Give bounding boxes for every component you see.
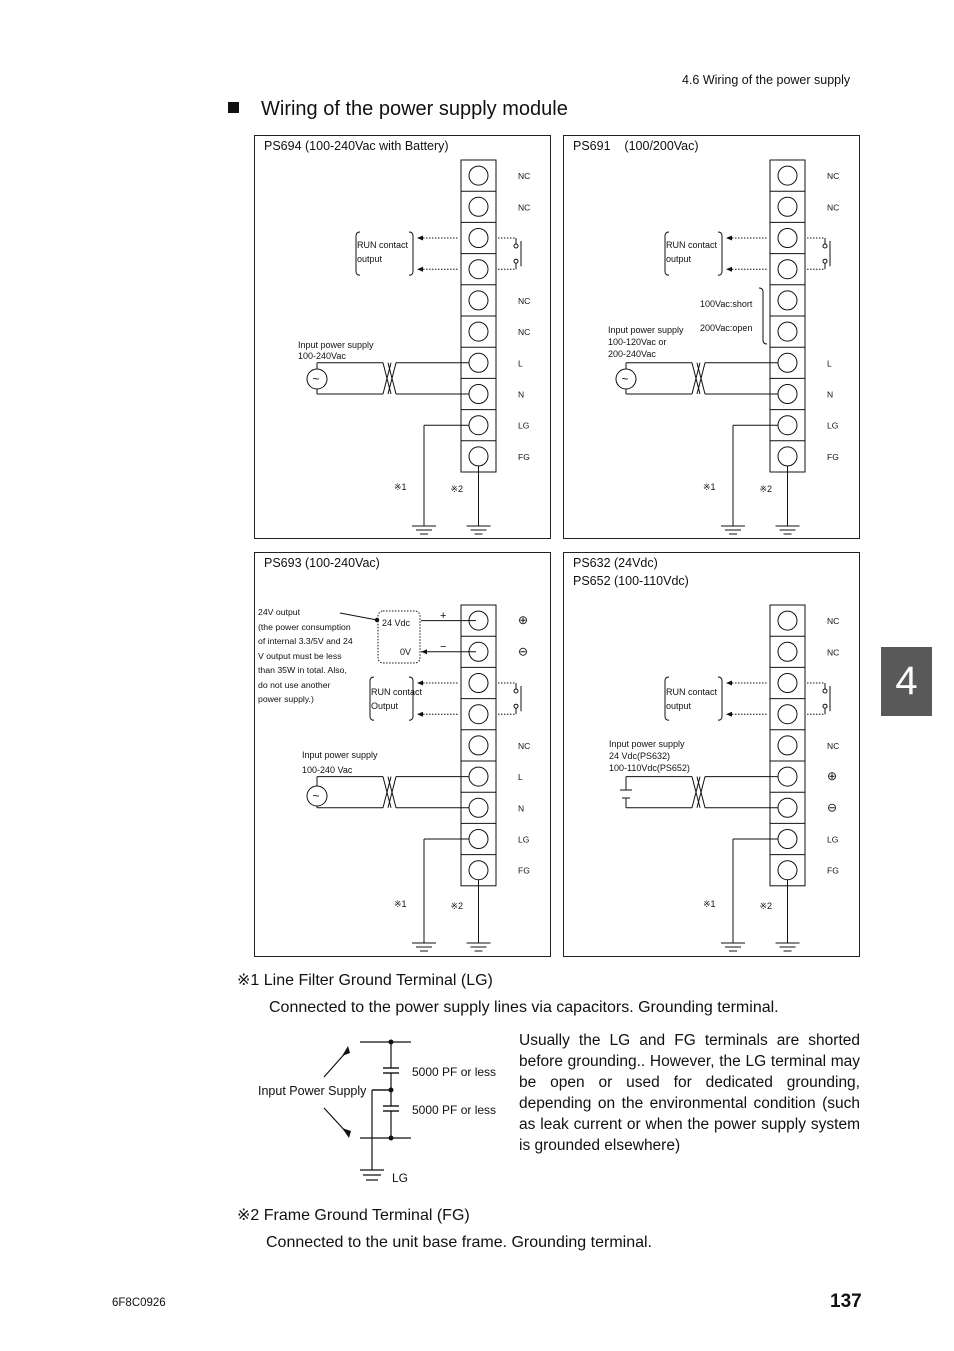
terminal-screw-icon bbox=[778, 830, 797, 849]
terminal-label: FG bbox=[518, 451, 530, 462]
run-contact-label: output bbox=[666, 254, 692, 264]
run-contact-label: output bbox=[357, 254, 383, 264]
run-bracket bbox=[370, 677, 374, 720]
lg-label: LG bbox=[392, 1171, 409, 1185]
panel-title-2: PS652 (100-110Vdc) bbox=[573, 574, 689, 588]
note1-text: Connected to the power supply lines via capacitors. Grounding terminal. bbox=[269, 999, 779, 1016]
running-header: 4.6 Wiring of the power supply bbox=[682, 73, 851, 87]
terminal-label: LG bbox=[518, 420, 530, 431]
polarity-label: − bbox=[440, 641, 447, 653]
terminal-label: LG bbox=[827, 420, 839, 431]
terminal-screw-icon bbox=[778, 736, 797, 755]
note2-text: Connected to the unit base frame. Grounding terminal. bbox=[266, 1234, 652, 1251]
voltage-bracket bbox=[759, 288, 767, 344]
panel-ps691 bbox=[563, 135, 860, 539]
terminal-label: FG bbox=[827, 865, 839, 876]
terminal-screw-icon bbox=[469, 705, 488, 724]
terminal-label: NC bbox=[827, 171, 840, 182]
input-supply-label: 24 Vdc(PS632) bbox=[609, 751, 671, 761]
ac-symbol-icon: ~ bbox=[312, 372, 320, 386]
arrow-icon bbox=[726, 267, 732, 272]
terminal-screw-icon bbox=[778, 291, 797, 310]
terminal-label: LG bbox=[518, 834, 530, 845]
ground-mark-1: ※1 bbox=[394, 899, 407, 909]
terminal-label: NC bbox=[518, 327, 531, 338]
arrow-icon bbox=[726, 712, 732, 717]
ground-mark-2: ※2 bbox=[759, 484, 773, 494]
input-supply-label: 100-110Vdc(PS652) bbox=[609, 763, 690, 773]
voltage-select-label: 200Vac:open bbox=[700, 323, 753, 333]
input-supply-label: Input power supply bbox=[302, 750, 378, 760]
terminal-block bbox=[770, 605, 805, 886]
capacitor-1-label: 5000 PF or less bbox=[412, 1065, 497, 1079]
terminal-label: FG bbox=[827, 451, 839, 462]
output-note: 24V output bbox=[258, 607, 301, 617]
terminal-label: NC bbox=[827, 202, 840, 213]
dc-output-label: 24 Vdc bbox=[382, 618, 411, 628]
terminal-screw-icon bbox=[778, 229, 797, 248]
run-contact-label: RUN contact bbox=[371, 687, 423, 697]
terminal-screw-icon bbox=[778, 322, 797, 341]
output-note: V output must be less bbox=[258, 651, 342, 661]
wiring-diagram bbox=[564, 553, 861, 958]
terminal-screw-icon bbox=[778, 611, 797, 630]
arrow-icon bbox=[726, 681, 732, 686]
ground-mark-2: ※2 bbox=[759, 901, 773, 911]
input-supply-label: Input power supply bbox=[609, 739, 685, 749]
panel-ps694 bbox=[254, 135, 551, 539]
terminal-label: NC bbox=[827, 740, 840, 751]
terminal-screw-icon bbox=[469, 229, 488, 248]
chapter-tab: 4 bbox=[881, 647, 932, 716]
output-note: (the power consumption bbox=[258, 622, 351, 632]
panel-title: PS694 (100-240Vac with Battery) bbox=[264, 139, 449, 153]
run-bracket bbox=[665, 677, 669, 720]
terminal-label: N bbox=[518, 389, 525, 400]
terminal-label: NC bbox=[827, 647, 840, 658]
terminal-label: ⊖ bbox=[518, 644, 529, 659]
terminal-screw-icon bbox=[469, 767, 488, 786]
terminal-screw-icon bbox=[469, 674, 488, 693]
terminal-label: NC bbox=[518, 202, 531, 213]
input-supply-label: 100-120Vac or bbox=[608, 337, 667, 347]
panel-title: PS691 (100/200Vac) bbox=[573, 139, 699, 153]
terminal-screw-icon bbox=[778, 416, 797, 435]
input-supply-label: Input power supply bbox=[298, 340, 374, 350]
terminal-screw-icon bbox=[778, 642, 797, 661]
terminal-label: L bbox=[827, 358, 832, 369]
switch-contact-icon bbox=[514, 244, 518, 248]
panel-title: PS693 (100-240Vac) bbox=[264, 556, 380, 570]
input-supply-label: 100-240 Vac bbox=[302, 765, 353, 775]
terminal-screw-icon bbox=[778, 353, 797, 372]
lg-fg-paragraph: Usually the LG and FG terminals are shorted before grounding.. However, the LG terminal may be open or used for dedicated grounding, depending on the environmental condition (such as leak current or when the power supply system is grounded elsewhere) bbox=[519, 1032, 860, 1154]
terminal-screw-icon bbox=[778, 798, 797, 817]
wiring-diagram bbox=[564, 136, 861, 540]
input-power-supply-label: Input Power Supply bbox=[258, 1084, 367, 1098]
run-contact-label: RUN contact bbox=[666, 687, 718, 697]
terminal-screw-icon bbox=[469, 385, 488, 404]
arrow-icon bbox=[417, 236, 423, 241]
pointer-line bbox=[340, 613, 377, 620]
terminal-label: NC bbox=[518, 295, 531, 306]
terminal-label: NC bbox=[827, 616, 840, 627]
terminal-label: LG bbox=[827, 834, 839, 845]
terminal-label: NC bbox=[518, 740, 531, 751]
terminal-screw-icon bbox=[469, 830, 488, 849]
output-note: do not use another bbox=[258, 680, 331, 690]
terminal-screw-icon bbox=[778, 861, 797, 880]
terminal-screw-icon bbox=[469, 197, 488, 216]
polarity-label: + bbox=[440, 610, 447, 622]
ac-symbol-icon: ~ bbox=[312, 789, 320, 803]
arrow-icon bbox=[726, 236, 732, 241]
page-number: 137 bbox=[830, 1291, 862, 1312]
terminal-screw-icon bbox=[469, 798, 488, 817]
note2-heading: ※2 Frame Ground Terminal (FG) bbox=[237, 1207, 470, 1224]
capacitor-2-label: 5000 PF or less bbox=[412, 1103, 497, 1117]
input-supply-label: 100-240Vac bbox=[298, 351, 346, 361]
terminal-screw-icon bbox=[778, 385, 797, 404]
terminal-screw-icon bbox=[469, 260, 488, 279]
terminal-screw-icon bbox=[469, 416, 488, 435]
arrow-icon bbox=[421, 649, 427, 654]
run-contact-label: RUN contact bbox=[666, 240, 718, 250]
terminal-label: N bbox=[518, 803, 525, 814]
output-note: of internal 3.3/5V and 24 bbox=[258, 636, 353, 646]
terminal-screw-icon bbox=[778, 260, 797, 279]
ground-mark-1: ※1 bbox=[703, 899, 716, 909]
terminal-screw-icon bbox=[778, 197, 797, 216]
run-contact-label: Output bbox=[371, 701, 399, 711]
wiring-diagram bbox=[255, 136, 552, 540]
terminal-label: ⊖ bbox=[827, 800, 838, 815]
ground-mark-2: ※2 bbox=[450, 901, 464, 911]
ground-mark-2: ※2 bbox=[450, 484, 464, 494]
terminal-label: FG bbox=[518, 865, 530, 876]
panel-title: PS632 (24Vdc) bbox=[573, 556, 658, 570]
terminal-screw-icon bbox=[469, 322, 488, 341]
terminal-screw-icon bbox=[469, 736, 488, 755]
ac-symbol-icon: ~ bbox=[621, 372, 629, 386]
terminal-label: L bbox=[518, 358, 523, 369]
run-contact-label: output bbox=[666, 701, 692, 711]
switch-contact-icon bbox=[514, 689, 518, 693]
voltage-select-label: 100Vac:short bbox=[700, 299, 753, 309]
input-supply-label: 200-240Vac bbox=[608, 349, 656, 359]
switch-contact-icon bbox=[823, 259, 827, 263]
terminal-screw-icon bbox=[469, 353, 488, 372]
capacitor-circuit bbox=[250, 1030, 515, 1190]
section-title bbox=[228, 98, 568, 121]
switch-contact-icon bbox=[514, 259, 518, 263]
terminal-label: L bbox=[518, 772, 523, 783]
ground-mark-1: ※1 bbox=[703, 482, 716, 492]
panel-ps632-ps652 bbox=[563, 552, 860, 957]
section-title-text: Wiring of the power supply module bbox=[261, 98, 568, 120]
run-bracket bbox=[718, 232, 722, 275]
terminal-screw-icon bbox=[469, 291, 488, 310]
wiring-diagram bbox=[255, 553, 552, 958]
run-bracket bbox=[409, 232, 413, 275]
terminal-screw-icon bbox=[778, 166, 797, 185]
switch-contact-icon bbox=[514, 704, 518, 708]
terminal-screw-icon bbox=[469, 861, 488, 880]
terminal-screw-icon bbox=[469, 166, 488, 185]
input-supply-label: Input power supply bbox=[608, 325, 684, 335]
terminal-label: N bbox=[827, 389, 834, 400]
panel-ps693 bbox=[254, 552, 551, 957]
switch-contact-icon bbox=[823, 689, 827, 693]
terminal-screw-icon bbox=[778, 447, 797, 466]
switch-contact-icon bbox=[823, 704, 827, 708]
terminal-label: ⊕ bbox=[827, 769, 838, 784]
terminal-screw-icon bbox=[778, 705, 797, 724]
document-id: 6F8C0926 bbox=[112, 1297, 166, 1309]
terminal-screw-icon bbox=[778, 674, 797, 693]
note1-heading: ※1 Line Filter Ground Terminal (LG) bbox=[237, 972, 493, 989]
switch-contact-icon bbox=[823, 244, 827, 248]
arrow-icon bbox=[417, 267, 423, 272]
output-note: than 35W in total. Also, bbox=[258, 665, 347, 675]
ground-mark-1: ※1 bbox=[394, 482, 407, 492]
output-note: power supply.) bbox=[258, 694, 314, 704]
dc-output-label: 0V bbox=[400, 647, 412, 657]
arrow-icon bbox=[417, 712, 423, 717]
run-bracket bbox=[409, 677, 413, 720]
terminal-label: NC bbox=[518, 171, 531, 182]
terminal-screw-icon bbox=[469, 447, 488, 466]
terminal-screw-icon bbox=[778, 767, 797, 786]
bullet-square-icon bbox=[228, 102, 239, 113]
terminal-block bbox=[461, 605, 496, 886]
run-contact-label: RUN contact bbox=[357, 240, 409, 250]
terminal-label: ⊕ bbox=[518, 613, 529, 628]
arrow-icon bbox=[417, 681, 423, 686]
run-bracket bbox=[718, 677, 722, 720]
